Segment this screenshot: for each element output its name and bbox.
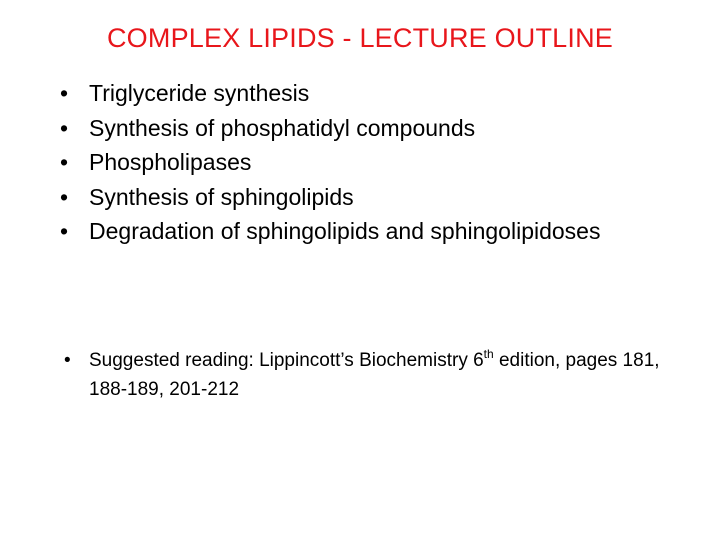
outline-item-label: Phospholipases <box>89 149 252 175</box>
bullet-icon: • <box>64 350 71 371</box>
list-item <box>64 347 684 404</box>
outline-item-label: Triglyceride synthesis <box>89 80 310 106</box>
bullet-icon: • <box>60 218 69 244</box>
bullet-icon: • <box>60 183 69 210</box>
outline-item-label: Synthesis of sphingolipids <box>89 183 354 210</box>
list-item <box>60 180 680 215</box>
reading-pages: edition, pages 181, 188-189, 201-212 <box>89 350 660 400</box>
bullet-icon: • <box>60 114 69 141</box>
list-item <box>60 111 680 146</box>
list-item <box>60 214 680 249</box>
slide-title: COMPLEX LIPIDS - LECTURE OUTLINE <box>106 23 613 53</box>
suggested-reading <box>64 347 684 404</box>
ordinal-superscript: th <box>483 347 494 361</box>
list-item <box>60 145 680 180</box>
outline-item-label: Synthesis of phosphatidyl compounds <box>89 114 476 141</box>
reading-text: Suggested reading: Lippincott’s Biochemistry 6 <box>89 350 484 371</box>
bullet-icon: • <box>60 149 69 175</box>
outline-item-label: Degradation of sphingolipids and sphingolipidoses <box>89 218 601 244</box>
bullet-icon: • <box>60 80 69 106</box>
outline-list <box>60 76 680 249</box>
list-item <box>60 76 680 111</box>
